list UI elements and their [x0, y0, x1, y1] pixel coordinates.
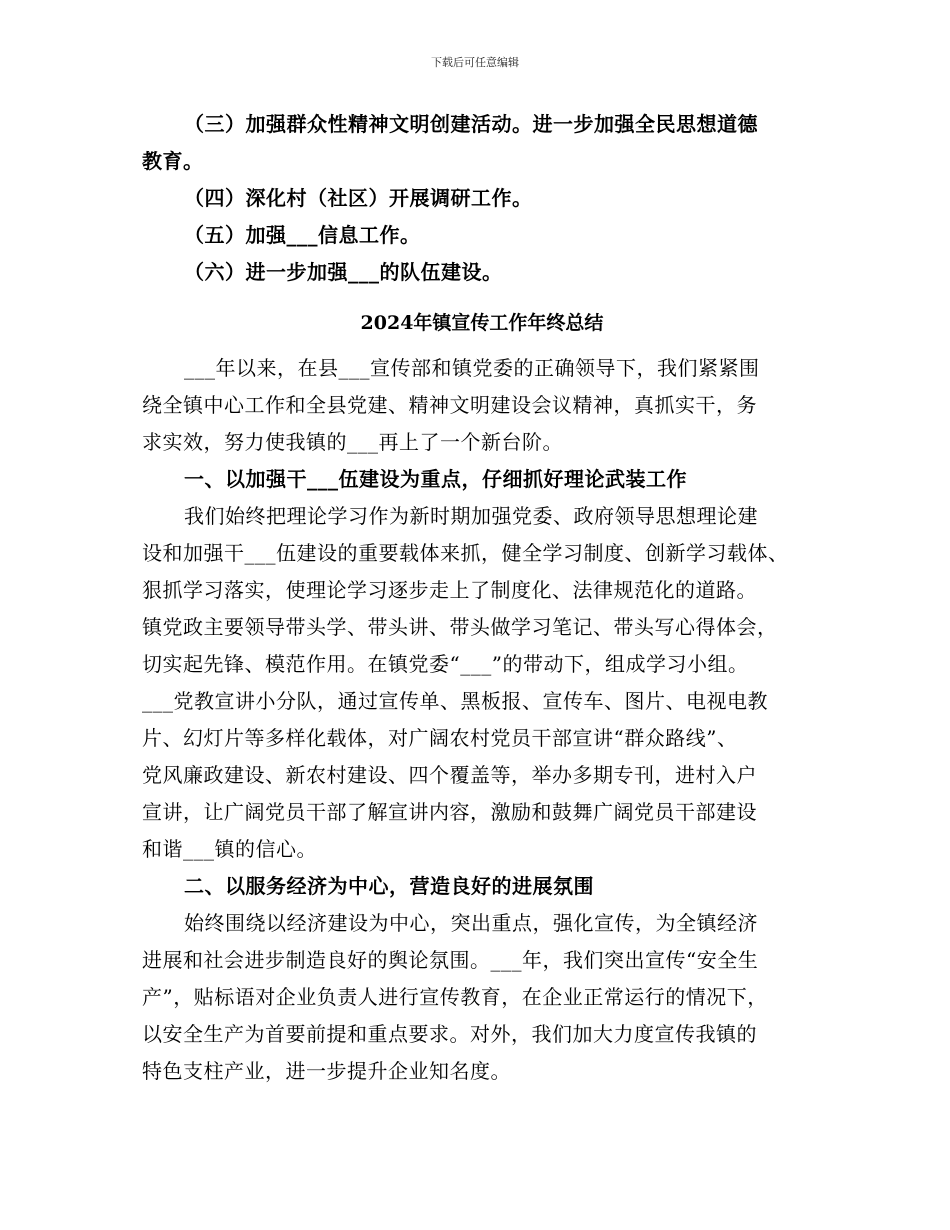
- paragraph-line: 宣讲，让广阔党员干部了解宣讲内容，激励和鼓舞广阔党员干部建设: [142, 800, 757, 824]
- document-title: 2024年镇宣传工作年终总结: [360, 312, 604, 334]
- paragraph-line: 我们始终把理论学习作为新时期加强党委、政府领导思想理论建: [184, 504, 758, 528]
- list-item: （四）深化村（社区）开展调研工作。: [184, 186, 533, 210]
- section-heading-1: 一、以加强干___伍建设为重点，仔细抓好理论武装工作: [184, 467, 687, 491]
- paragraph-line: 产”，贴标语对企业负责人进行宣传教育，在企业正常运行的情况下，: [142, 985, 768, 1009]
- list-item: （六）进一步加强___的队伍建设。: [184, 260, 503, 284]
- paragraph-line: 进展和社会进步制造良好的舆论氛围。___年，我们突出宣传“安全生: [142, 948, 759, 972]
- paragraph-line: 特色支柱产业，进一步提升企业知名度。: [142, 1059, 511, 1083]
- paragraph-line: ___年以来，在县___宣传部和镇党委的正确领导下，我们紧紧围: [184, 356, 760, 380]
- paragraph-line: 设和加强干___伍建设的重要载体来抓，健全学习制度、创新学习载体、: [142, 541, 789, 565]
- section-1-paragraph: [142, 498, 822, 868]
- section-2-paragraph: [142, 905, 822, 1090]
- paragraph-line: 党风廉政建设、新农村建设、四个覆盖等，举办多期专刊，进村入户: [142, 763, 757, 787]
- paragraph-line: 求实效，努力使我镇的___再上了一个新台阶。: [142, 430, 563, 454]
- page-header: 下载后可任意编辑: [431, 56, 519, 69]
- paragraph-line: 绕全镇中心工作和全县党建、精神文明建设会议精神，真抓实干，务: [142, 393, 757, 417]
- paragraph-line: 切实起先锋、模范作用。在镇党委“___”的带动下，组成学习小组。: [142, 652, 749, 676]
- paragraph-line: 和谐___镇的信心。: [142, 837, 317, 861]
- intro-paragraph: [142, 350, 822, 461]
- section-heading-2: 二、以服务经济为中心，营造良好的进展氛围: [184, 874, 594, 898]
- list-item: （三）加强群众性精神文明创建活动。进一步加强全民思想道德: [184, 112, 758, 136]
- paragraph-line: ___党教宣讲小分队，通过宣传单、黑板报、宣传车、图片、电视电教: [142, 689, 768, 713]
- paragraph-line: 狠抓学习落实，使理论学习逐步走上了制度化、法律规范化的道路。: [142, 578, 757, 602]
- list-item: （五）加强___信息工作。: [184, 223, 421, 247]
- paragraph-line: 以安全生产为首要前提和重点要求。对外，我们加大力度宣传我镇的: [142, 1022, 757, 1046]
- paragraph-line: 始终围绕以经济建设为中心，突出重点，强化宣传，为全镇经济: [184, 911, 758, 935]
- paragraph-line: 镇党政主要领导带头学、带头讲、带头做学习笔记、带头写心得体会，: [142, 615, 778, 639]
- list-item-continuation: 教育。: [142, 149, 204, 173]
- section-top: [142, 106, 822, 291]
- document-body: [142, 106, 822, 1090]
- paragraph-line: 片、幻灯片等多样化载体，对广阔农村党员干部宣讲“群众路线”、: [142, 726, 738, 750]
